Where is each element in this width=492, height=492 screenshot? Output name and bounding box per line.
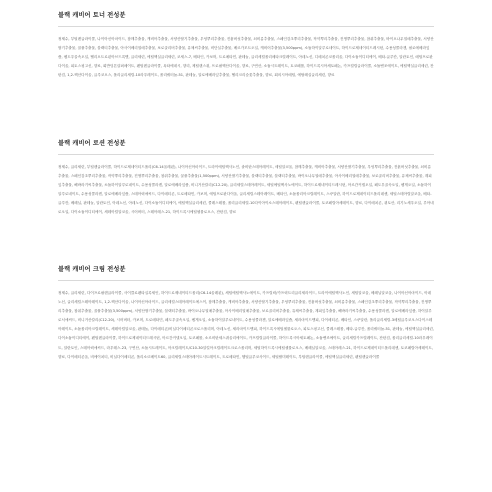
section-title: 블랙 캐비어 크림 전성분: [58, 266, 126, 273]
lotion-ingredients-section: [58, 140, 434, 266]
ingredient-list: 정제수, 부틸렌글라이콜, 나이아신아마이드, 참깨추출물, 캐비아추출물, 서양산딸기추출물, 우엉뿌리추출물, 진흙버섯추출물, 쇠비름추출물, 스페인감초뿌리추출물, 작약뿌리추출물, 진생뿌리추출물, 참취추출물, 바이오나무열매추출물, 서양산딸기추출물, 꿀풀추출물, 블랙티추출물, 아사이베리열매추출물, 보로골리버추출물, 유채씨추출물, 비단실추출물, 베르가모트오일, 캐비어추출물(3,500ppm), 소듐하이알루로네이트, 하이드로제네이티드레시틴, 수용성콜라겐, 펄로에베라잎즙, 펩도우골속오일, 헬리오트로핀아브드록엔, 글리세린, 에틸헥실글리세린, 코세스-7, 베타인, 카보머, 트로메타민, 판테놀, 글리세릴폴리메타크릴레이트, 아데노신, 디메치콘코폴리올, 다이소듐이디티에이, 베타-글루칸, 알란토인, 메틸프로판다이올, 피토스핑고신, 향료, 회반딩톤살퍼메이트, 펜틸렌글라이콜, 옥타에네시, 향리, 제틸랜스퀴, 프로필헥산다이올, 향료, 구연산, 소듐시트레이트, 토코페롤, 하이드록시아세토페논, 카프릴릴글라이콜, 소듐벤조에이트, 에틸헥실글리세린, 잔탄검, 1,2-헥산다이올, 글루코오스, 폴리글리세릴-10라우레이트, 폴리쿼터늄-51, 판테놀, 알로에베라잎추출물, 헬리크리숨꽃추출물, 향료, 회의시아메틸, 에탈헤실글리세린, 향료: [58, 37, 434, 78]
ingredient-list: 정제수, 글리세린, 부틸렌글라이콜, 하이드로제네이티드폴리(C6-14올레핀), 나이아신아마이드, 트라이에틸헥사노인, 솔비탄스테아레이트, 세틸알코올, 참깨추출물, 캐비아추출물, 서양산딸기추출물, 우엉뿌리추출물, 진흙버섯추출물, 쇠비름추출물, 스페인감초뿌리추출물, 작약뿌리추출물, 진생뿌리추출물, 참취추출물, 꿀풀추출물(1,500ppm), 서양산딸기추출물, 블랙티추출물, 블랙티추출물, 바이오나무열매추출물, 아사이베리열매추출물, 보로골리버추출물, 유채씨추출물, 계피잎추출물, 해바라기씨추출물, 소듐하이알루로네이트, 수용성콜라겐, 알로에베라잎즙, 비니거산칼리(C12-20), 글리세릴스테아레이트, 세틸에틸헥사노에이트, 하이드로제네이티드레시틴, 아르간커넬오일, 페도우골속오일, 펩게오일, 소듐하이알루로네이트, 수용성콜라겐, 알로에베라잎즙, 스테아릭애씨드, 다이메티콘, 트로메타민, 카보머, 에틸프로판다이올, 글리세릴스테아레이트, 베타인, 소듐폴리아크릴레이트, 스쿠알란, 하이드로제네이티드폴리데센, 세틸스테아릴알코올, 베타-글루칸, 베헤닐, 판테놀, 알란토인, 아데노신, 아데노신, 다이소듐이디티에이, 에틸헥실글리세린, 콜레스테롤, 폴리글리세릴-10다이아이소스테아레이트, 펜틸렌글라이콜, 토코페릴아세테이트, 향료, 다이메치콘, 퀴토산, 리기노세우오일, 루아네로오일, 다이소듐이디티에이, 세테아릴알코올, 시어버터, 스테아레스-21, 하이드록시에틸셀룰로오스, 잔탄검, 향료: [58, 165, 434, 215]
divider: [58, 26, 434, 27]
ingredient-list: 정제수, 글리세린, 다이프로필렌글라이콜, 사이클로펜타실록세인, 하이드로제네이티드폴리(C6-14올레핀), 세틸에틸헥사노에이트, 카프릴릭/카프릭트리글리세라이드, 트라이에틸헥사노인, 세틸알코올, 베헤닐알코올, 나이아신아마이드, 아데노신, 글리세릴스테아레이트, 1,2-헥산다이올, 나이아신아마이드, 글리세릴스테아레이트에스이, 참깨추출물, 캐비아추출물, 서양산딸기추출물, 우엉뿌리추출물, 진흙버섯추출물, 쇠비름추출물, 스페인감초뿌리추출물, 작약뿌리추출물, 진생뿌리추출물, 참취추출물, 꿀풀추출물(3,500ppm), 서양산딸기추출물, 블랙티추출물, 바이오나무열매추출물, 아사이베리열매추출물, 보로골리버추출물, 유채씨추출물, 계피잎추출물, 해바라기씨추출물, 수용성콜라겐, 알로에베라잎즙, 하이알루로닉애씨드, 비니거산칼리(C12-20), 시어버터, 카보머, 트로메타민, 페도우골속오일, 펩게오일, 소듐하이알루로네이트, 수용성콜라겐, 알로에베라잎즙, 세라마이드엔피, 다이메티콘, 베타인, 스쿠알란, 폴리글리세릴-3메틸글루코오스다이스테아레이트, 소듐폴리아크릴레이트, 세테아릴알코올, 판테놀, 다이메티콘/비닐다이메티콘크로스폴리머, 아데노신, 세라마이드엔피, 하이드록시에틸셀룰로오스, 피토스핑고신, 콜레스테롤, 베타-글루칸, 폴리쿼터늄-51, 판테놀, 에틸헥실글리세린, 다이소듐이디티에이, 펜틸렌글라이콜, 하이드로제네이티드레시틴, 아르간커넬오일, 토코페롤, 소르비탄세스퀴올리에이트, 카프릴릴글라이콜, 하이드록시아세토페논, 소듐벤조에이트, 글리세릴카프릴레이트, 잔탄검, 폴리글리세릴-10라우레이트, 알란토인, 스테아릭애씨드, 라우레스-23, 구연산, 소듐시트레이트, 아크릴레이트/C10-30알킬아크릴레이트크로스폴리머, 세틸하이드록시에틸셀룰로오스, 베헤닐알코올, 스테아레스-21, 하이드로제네이티드폴리데센, 토코페릴아세테이트, 향료, 다이메티콘올, 비에이치티, 비닐다이메티콘, 폴리소르베이트60, 글리세릴스테아레이트시트레이트, 트로메타민, 헵틸글루코사이드, 세틸팔미테이트, 부틸렌글라이콜, 에틸헥실글리세린, 펜틸렌글라이콜: [58, 291, 434, 359]
section-title: 블랙 캐비어 로션 전성분: [58, 140, 126, 147]
toner-ingredients-section: [58, 12, 434, 140]
divider: [58, 280, 434, 281]
section-title: 블랙 캐비어 토너 전성분: [58, 12, 126, 19]
divider: [58, 154, 434, 155]
cream-ingredients-section: [58, 266, 434, 476]
